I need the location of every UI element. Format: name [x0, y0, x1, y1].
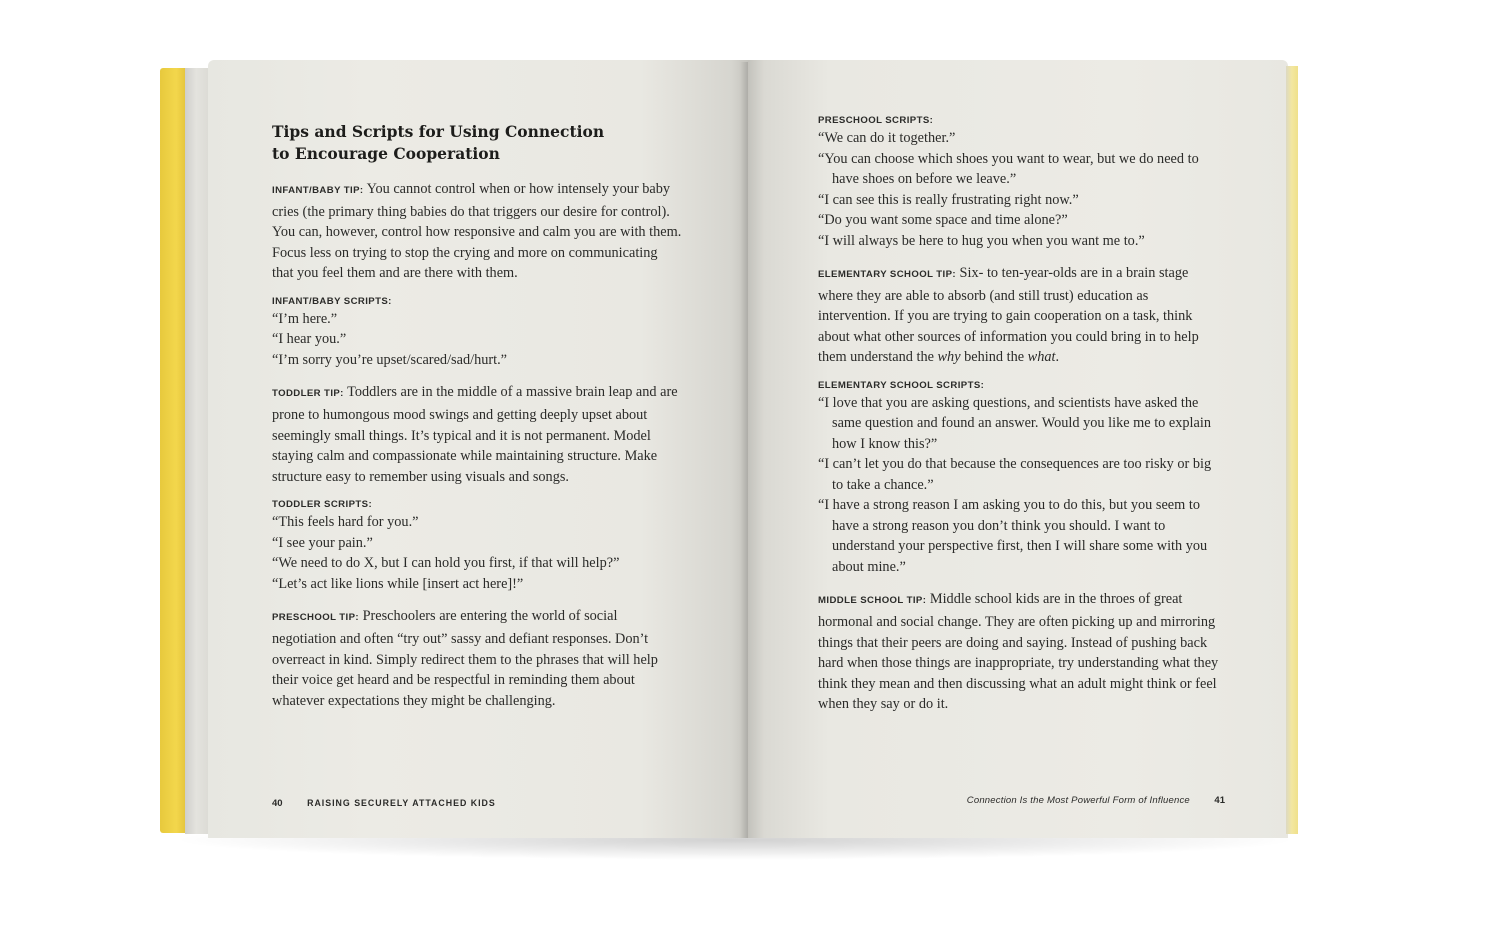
right-page-edges — [1286, 66, 1298, 834]
script-line: “Do you want some space and time alone?” — [818, 212, 1068, 228]
script-line: “I love that you are asking questions, and scientists have asked the same question and found an answer. Would you like me to explain how I know this?” — [818, 394, 1211, 452]
middle-school-tip — [818, 589, 1220, 715]
elementary-tip-text: . — [1055, 349, 1060, 366]
script-line: “I’m sorry you’re upset/scared/sad/hurt.” — [272, 351, 508, 368]
elementary-tip-text: Six- to ten-year-olds are in a brain stage where they are able to absorb (and still trust) education as intervention. If you are trying to gain cooperation on a task, think about what other sources of information you could bring in to help them understand the — [818, 265, 1199, 366]
script-line: “I will always be here to hug you when you want me to.” — [818, 232, 1145, 249]
right-page — [748, 60, 1288, 838]
preschool-tip — [272, 606, 682, 711]
toddler-tip — [272, 382, 682, 487]
section-heading: Tips and Scripts for Using Connection to Encourage Cooperation — [272, 122, 605, 163]
infant-tip — [272, 179, 682, 284]
toddler-tip-text: Toddlers are in the middle of a massive brain leap and are prone to humongous mood swings and getting deeply upset about seemingly small things. It’s typical and it is not permanent. Model staying calm and compassionate while maintaining structure. Make structure easy to remember using visuals and songs. — [272, 384, 678, 485]
preschool-tip-label: PRESCHOOL TIP: — [272, 612, 359, 624]
infant-tip-label: INFANT/BABY TIP: — [272, 185, 364, 196]
script-line: “We can do it together.” — [818, 130, 956, 146]
infant-tip-text: You cannot control when or how intensely your baby cries (the primary thing babies do that triggers our desire for control). You can, however, control how responsive and calm you are with them. Focus less on trying to stop the crying and more on communicating that you feel them and are there with them. — [272, 181, 682, 282]
left-page — [208, 60, 748, 838]
elementary-tip — [818, 263, 1220, 368]
script-line: “I see your pain.” — [272, 534, 373, 551]
infant-scripts-label: INFANT/BABY SCRIPTS: — [272, 295, 392, 307]
preschool-scripts-label: PRESCHOOL SCRIPTS: — [818, 115, 934, 126]
preschool-tip-text: Preschoolers are entering the world of social negotiation and often “try out” sassy and defiant responses. Don’t overreact in kind. Simply redirect them to the phrases that will help their voice get heard and be respectful in reminding them about whatever expectations they might be challenging. — [272, 608, 658, 709]
script-line: “I hear you.” — [272, 331, 347, 348]
elementary-scripts-label: ELEMENTARY SCHOOL SCRIPTS: — [818, 379, 985, 391]
left-page-footer — [272, 798, 496, 809]
middle-school-tip-text: Middle school kids are in the throes of great hormonal and social change. They are often picking up and mirroring things that their peers are doing and saying. Instead of pushing back hard when those things are inappropriate, try understanding what they think they mean and then discussing what an adult might think or feel when they say or do it. — [818, 591, 1219, 713]
preschool-scripts — [818, 115, 1220, 251]
running-head: Connection Is the Most Powerful Form of Influence — [966, 795, 1190, 806]
elementary-tip-emphasis: why — [937, 349, 961, 366]
elementary-tip-label: ELEMENTARY SCHOOL TIP: — [818, 269, 956, 280]
elementary-tip-text: behind the — [960, 349, 1028, 366]
script-line: “I can’t let you do that because the consequences are too risky or big to take a chance.” — [818, 456, 1212, 493]
right-page-content — [818, 115, 1220, 727]
middle-school-tip-label: MIDDLE SCHOOL TIP: — [818, 595, 927, 607]
script-line: “This feels hard for you.” — [272, 514, 419, 531]
infant-scripts — [272, 296, 682, 371]
script-line: “I can see this is really frustrating right now.” — [818, 191, 1079, 208]
running-head: RAISING SECURELY ATTACHED KIDS — [307, 798, 496, 808]
toddler-scripts — [272, 499, 682, 594]
script-line: “I have a strong reason I am asking you to do this, but you seem to have a strong reason you don’t think you should. I want to understand your perspective first, then I will share some with you about mine.” — [818, 497, 1208, 575]
toddler-scripts-label: TODDLER SCRIPTS: — [272, 499, 373, 511]
script-line: “We need to do X, but I can hold you first, if that will help?” — [272, 555, 620, 572]
script-line: “You can choose which shoes you want to wear, but we do need to have shoes on before we leave.” — [818, 150, 1199, 187]
left-page-content — [272, 121, 682, 723]
script-line: “I’m here.” — [272, 310, 338, 327]
right-page-footer — [953, 795, 1225, 806]
toddler-tip-label: TODDLER TIP: — [272, 388, 344, 400]
yellow-cover-edge — [160, 68, 187, 833]
page-number: 40 — [272, 798, 283, 809]
script-line: “Let’s act like lions while [insert act here]!” — [272, 575, 524, 592]
page-number: 41 — [1214, 795, 1225, 806]
elementary-tip-emphasis: what — [1027, 349, 1056, 366]
elementary-scripts — [818, 380, 1220, 578]
